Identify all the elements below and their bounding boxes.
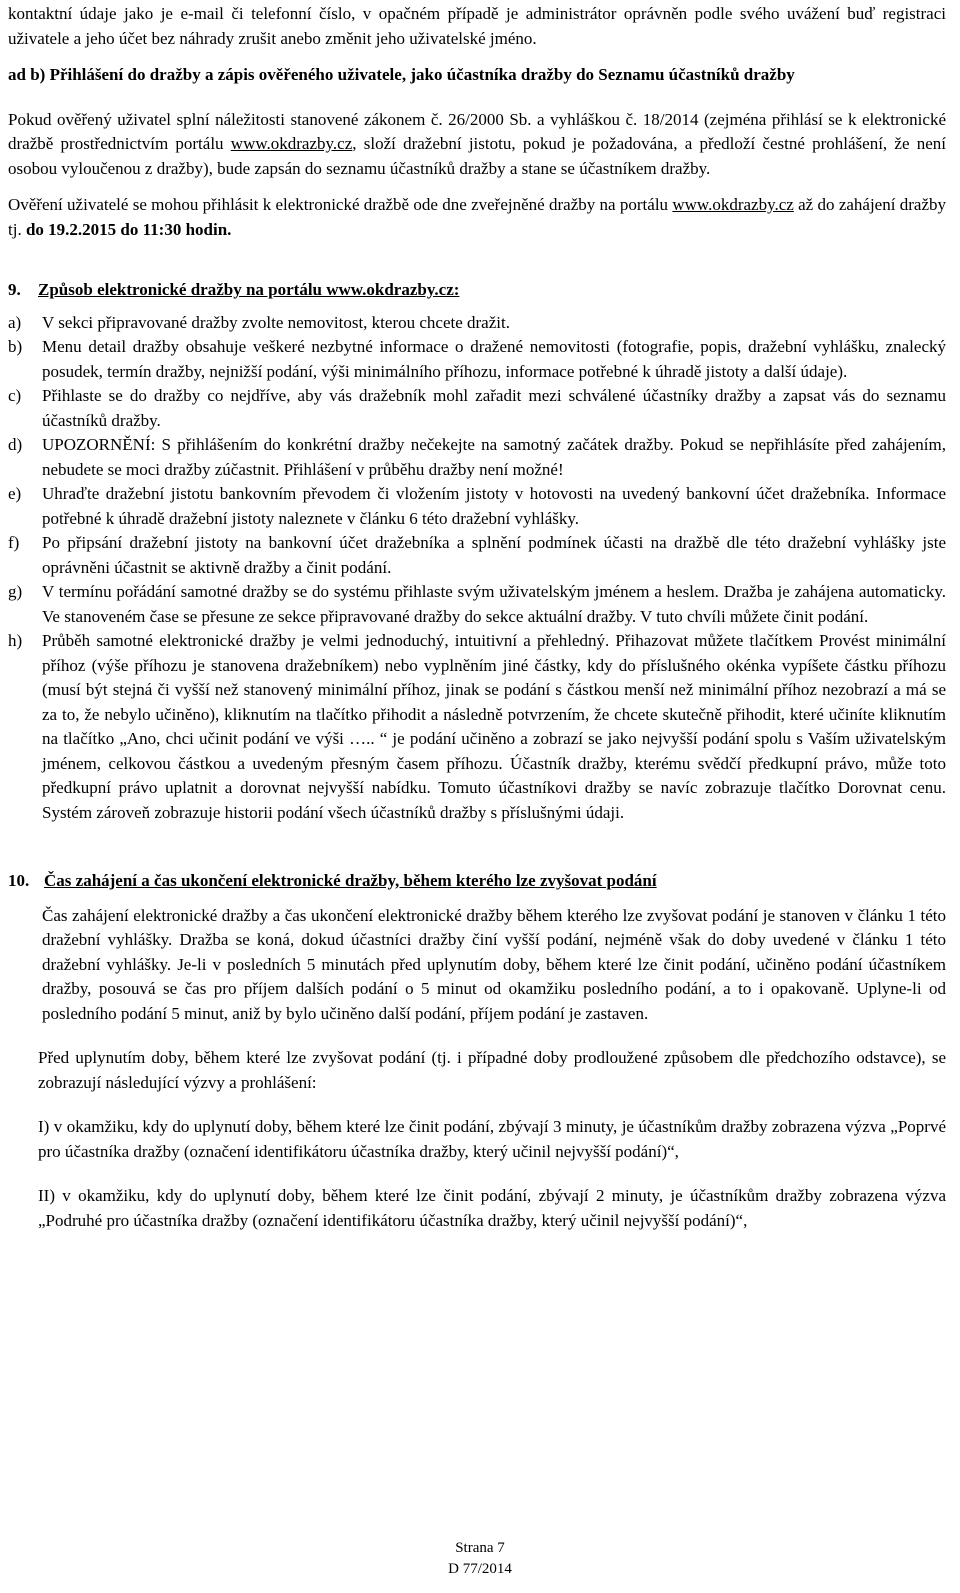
- ad-b-p2-deadline: do 19.2.2015 do 11:30 hodin.: [25, 219, 232, 239]
- list-item: [8, 433, 946, 482]
- list-item-text: UPOZORNĚNÍ: S přihlášením do konkrétní dražby nečekejte na samotný začátek dražby. Pokud se nepřihlásíte před zahájením, nebudete se moci dražby zúčastnit. Přihlášení v průběhu dražby není možné!: [42, 435, 946, 479]
- section-10-paragraph-4: II) v okamžiku, kdy do uplynutí doby, během které lze činit podání, zbývají 2 minuty, je účastníkům dražby zobrazena výzva „Podruhé pro účastníka dražby (označení identifikátoru účastníka dražby, který učinil nejvyšší podání)“,: [38, 1186, 946, 1230]
- list-item-text: Menu detail dražby obsahuje veškeré nezbytné informace o dražené nemovitosti (fotografie, popis, dražební vyhlášku, znalecký posudek, termín dražby, nejnižší podání, výši minimálního příhozu, informace potřebné k úhradě jistoty a další údaje).: [42, 337, 946, 381]
- list-marker: f): [8, 533, 20, 552]
- list-item: [8, 311, 946, 336]
- list-marker: d): [8, 435, 23, 454]
- intro-paragraph: kontaktní údaje jako je e-mail či telefonní číslo, v opačném případě je administrátor oprávněn podle svého uvážení buď registraci uživatele a jeho účet bez náhrady zrušit anebo změnit jeho uživatelské jméno.: [8, 4, 946, 48]
- ad-b-p1-text-before: Pokud ověřený uživatel splní náležitosti stanovené zákonem č. 26/2000 Sb. a vyhláškou č. 18/2014 (zejména přihlásí se k elektronické dražbě prostřednictvím portálu: [8, 109, 946, 153]
- list-marker: g): [8, 582, 23, 601]
- page-footer: [0, 1538, 960, 1580]
- list-item-text: V termínu pořádání samotné dražby se do systému přihlaste svým uživatelským jménem a heslem. Dražba je zahájena automaticky. Ve stanoveném čase se přesune ze sekce připravované dražby do sekce aktuální dražby. V tuto chvíli můžete činit podání.: [42, 582, 946, 626]
- ad-b-heading: ad b) Přihlášení do dražby a zápis ověřeného uživatele, jako účastníka dražby do Seznamu účastníků dražby: [8, 65, 795, 84]
- section-9-number: 9.: [8, 280, 21, 299]
- list-item-text: Uhraďte dražební jistotu bankovním převodem či vložením jistoty v hotovosti na uvedený bankovní účet dražebníka. Informace potřebné k úhradě dražební jistoty naleznete v článku 6 této dražební vyhlášky.: [42, 484, 946, 528]
- list-item: [8, 531, 946, 580]
- list-marker: b): [8, 337, 23, 356]
- document-reference: D 77/2014: [448, 1561, 512, 1577]
- section-9-title: Způsob elektronické dražby na portálu www.okdrazby.cz:: [38, 280, 460, 299]
- ad-b-p2-text-mid: až do zahájení dražby tj.: [8, 195, 946, 239]
- section-10-paragraph-1: Čas zahájení elektronické dražby a čas ukončení elektronické dražby během kterého lze zvyšovat podání je stanoven v článku 1 této dražební vyhlášky. Dražba se koná, dokud účastníci dražby činí vyšší podání, nejméně však do doby uvedené v článku 1 této dražební vyhlášky. Je-li v posledních 5 minutách před uplynutím doby, během které lze činit podání, učiněno podání účastníkem dražby, posouvá se čas pro příjem dalších podání o 5 minut od okamžiku posledního podání, a to i opakovaně. Uplyne-li od posledního podání 5 minut, aniž by bylo učiněno další podání, příjem podání je zastaven.: [42, 905, 946, 1023]
- list-item-text: Přihlaste se do dražby co nejdříve, aby vás dražebník mohl zařadit mezi schválené účastníky dražby a zapsat vás do seznamu účastníků dražby.: [42, 386, 946, 430]
- list-marker: h): [8, 631, 23, 650]
- list-marker: a): [8, 312, 22, 332]
- section-10-number: 10.: [8, 871, 30, 890]
- list-item-text: V sekci připravované dražby zvolte nemovitost, kterou chcete dražit.: [42, 312, 510, 332]
- ad-b-p1-text-after: , složí dražební jistotu, pokud je požadována, a předloží čestné prohlášení, že není osobou vyloučenou z dražby), bude zapsán do seznamu účastníků dražby a stane se účastníkem dražby.: [8, 134, 946, 178]
- section-10-paragraph-3: I) v okamžiku, kdy do uplynutí doby, během které lze činit podání, zbývají 3 minuty, je účastníkům dražby zobrazena výzva „Poprvé pro účastníka dražby (označení identifikátoru účastníka dražby, který učinil nejvyšší podání)“,: [38, 1117, 946, 1161]
- list-item: [8, 384, 946, 433]
- list-item: [8, 335, 946, 384]
- section-9-list: [8, 311, 946, 826]
- section-10-heading: [8, 869, 946, 894]
- list-marker: e): [8, 484, 22, 503]
- ad-b-paragraph-2: [8, 193, 946, 242]
- okdrazby-link-2[interactable]: www.okdrazby.cz: [672, 195, 794, 214]
- list-marker: c): [8, 386, 22, 405]
- list-item-text: Po připsání dražební jistoty na bankovní účet dražebníka a splnění podmínek účasti na dražbě dle této dražební vyhlášky jste oprávněni účastnit se aktivně dražby a činit podání.: [42, 533, 946, 577]
- section-10-paragraph-2: Před uplynutím doby, během které lze zvyšovat podání (tj. i případné doby prodloužené způsobem dle předchozího odstavce), se zobrazují následující výzvy a prohlášení:: [38, 1048, 946, 1092]
- ad-b-p2-text-before: Ověření uživatelé se mohou přihlásit k elektronické dražbě ode dne zveřejněné dražby na portálu: [8, 195, 673, 214]
- okdrazby-link[interactable]: www.okdrazby.cz: [230, 134, 353, 153]
- list-item: [8, 629, 946, 825]
- list-item-text: Průběh samotné elektronické dražby je velmi jednoduchý, intuitivní a přehledný. Přihazovat můžete tlačítkem Provést minimální příhoz (výše příhozu je stanovena dražebníkem) nebo vyplněním jiné částky, kdy do příslušného okénka vypíšete částku příhozu (musí být stejná či vyšší než stanovený minimální příhoz, jinak se podání s částkou menší než minimální příhoz nezobrazí a má se za to, že nebylo učiněno), kliknutím na tlačítko přihodit a následně potvrzením, že chcete skutečně přihodit, které učiníte kliknutím na tlačítko „Ano, chci učinit podání ve výši ….. “ je podání učiněno a zobrazí se jako nejvyšší podání spolu s Vaším uživatelským jménem, celkovou částkou a uvedeným přesným časem příhozu. Účastník dražby, kterému svědčí předkupní právo, může toto předkupní právo uplatnit a dorovnat nejvyšší nabídku. Tomuto účastníkovi dražby se navíc zobrazuje tlačítko Dorovnat cenu. Systém zároveň zobrazuje historii podání všech účastníků dražby s příslušnými údaji.: [42, 631, 946, 822]
- list-item: [8, 580, 946, 629]
- list-item: [8, 482, 946, 531]
- section-9-heading: [8, 278, 946, 303]
- page-number: Strana 7: [455, 1540, 505, 1556]
- ad-b-paragraph-1: [8, 108, 946, 182]
- section-10-title: Čas zahájení a čas ukončení elektronické dražby, během kterého lze zvyšovat podání: [44, 871, 657, 890]
